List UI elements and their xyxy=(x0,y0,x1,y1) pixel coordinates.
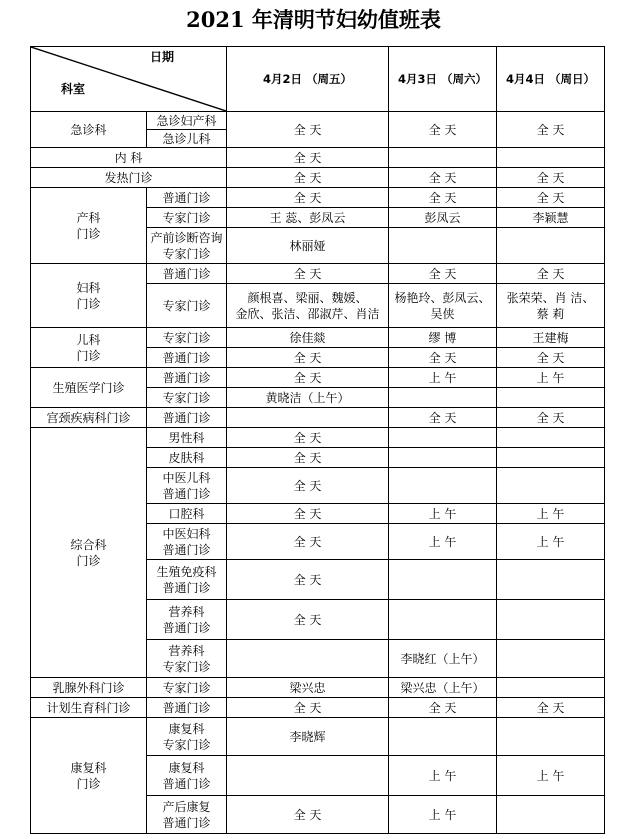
schedule-cell: 上 午 xyxy=(497,504,605,524)
diagonal-line xyxy=(31,47,226,111)
dept-cell: 康复科 门诊 xyxy=(31,718,147,834)
schedule-cell: 全 天 xyxy=(227,428,389,448)
sub-dept-cell: 普通门诊 xyxy=(147,348,227,368)
schedule-cell: 全 天 xyxy=(227,796,389,834)
sub-dept-cell: 专家门诊 xyxy=(147,284,227,328)
schedule-cell: 张荣荣、肖 洁、 蔡 莉 xyxy=(497,284,605,328)
sub-dept-cell: 生殖免疫科 普通门诊 xyxy=(147,560,227,600)
sub-dept-cell: 专家门诊 xyxy=(147,678,227,698)
schedule-cell: 全 天 xyxy=(497,698,605,718)
dept-cell: 发热门诊 xyxy=(31,168,227,188)
schedule-cell xyxy=(227,640,389,678)
schedule-cell: 全 天 xyxy=(227,368,389,388)
schedule-cell xyxy=(389,428,497,448)
sub-dept-cell: 产后康复 普通门诊 xyxy=(147,796,227,834)
schedule-cell: 全 天 xyxy=(497,188,605,208)
sub-dept-cell: 普通门诊 xyxy=(147,408,227,428)
schedule-cell: 徐佳燚 xyxy=(227,328,389,348)
schedule-cell: 全 天 xyxy=(227,600,389,640)
dept-cell: 综合科 门诊 xyxy=(31,428,147,678)
schedule-cell: 梁兴忠 xyxy=(227,678,389,698)
sub-dept-cell: 专家门诊 xyxy=(147,328,227,348)
schedule-cell xyxy=(227,756,389,796)
schedule-cell: 梁兴忠（上午） xyxy=(389,678,497,698)
schedule-cell: 全 天 xyxy=(389,168,497,188)
sub-dept-cell: 男性科 xyxy=(147,428,227,448)
schedule-cell xyxy=(389,388,497,408)
schedule-cell: 全 天 xyxy=(227,188,389,208)
schedule-cell xyxy=(497,228,605,264)
sub-dept-cell: 中医妇科 普通门诊 xyxy=(147,524,227,560)
date-header-label: 日期 xyxy=(149,50,174,64)
dept-cell: 妇科 门诊 xyxy=(31,264,147,328)
schedule-cell: 上 午 xyxy=(389,796,497,834)
sub-dept-cell: 口腔科 xyxy=(147,504,227,524)
schedule-cell: 全 天 xyxy=(389,112,497,148)
schedule-cell: 全 天 xyxy=(227,264,389,284)
dept-cell: 乳腺外科门诊 xyxy=(31,678,147,698)
dept-cell: 急诊科 xyxy=(31,112,147,148)
schedule-cell xyxy=(389,148,497,168)
sub-dept-cell: 急诊儿科 xyxy=(147,130,227,148)
schedule-cell xyxy=(389,448,497,468)
sub-dept-cell: 普通门诊 xyxy=(147,264,227,284)
dept-cell: 儿科 门诊 xyxy=(31,328,147,368)
schedule-cell: 全 天 xyxy=(227,168,389,188)
dept-header-label: 科室 xyxy=(61,82,86,96)
schedule-cell: 颜根喜、梁丽、魏媛、 金欣、张洁、邵淑芹、肖洁 xyxy=(227,284,389,328)
schedule-cell: 全 天 xyxy=(497,348,605,368)
schedule-cell xyxy=(497,448,605,468)
schedule-cell: 王建梅 xyxy=(497,328,605,348)
sub-dept-cell: 专家门诊 xyxy=(147,388,227,408)
schedule-cell: 全 天 xyxy=(389,698,497,718)
schedule-cell: 全 天 xyxy=(227,504,389,524)
schedule-cell: 黄晓洁（上午） xyxy=(227,388,389,408)
schedule-cell xyxy=(497,678,605,698)
day-header-1: 4月2日 （周五） xyxy=(227,47,389,112)
schedule-cell: 全 天 xyxy=(227,348,389,368)
schedule-cell: 全 天 xyxy=(389,188,497,208)
day-header-2: 4月3日 （周六） xyxy=(389,47,497,112)
schedule-cell: 全 天 xyxy=(497,168,605,188)
schedule-cell: 李晓红（上午） xyxy=(389,640,497,678)
schedule-cell xyxy=(497,428,605,448)
schedule-cell xyxy=(389,228,497,264)
schedule-cell xyxy=(497,718,605,756)
schedule-cell xyxy=(497,560,605,600)
schedule-cell xyxy=(497,600,605,640)
schedule-cell: 全 天 xyxy=(227,448,389,468)
dept-cell: 生殖医学门诊 xyxy=(31,368,147,408)
schedule-cell xyxy=(497,640,605,678)
schedule-cell xyxy=(227,408,389,428)
schedule-cell: 上 午 xyxy=(389,524,497,560)
schedule-cell: 上 午 xyxy=(389,756,497,796)
schedule-cell: 全 天 xyxy=(497,112,605,148)
schedule-cell: 全 天 xyxy=(389,348,497,368)
schedule-cell: 彭凤云 xyxy=(389,208,497,228)
schedule-cell: 上 午 xyxy=(497,524,605,560)
schedule-cell: 全 天 xyxy=(497,408,605,428)
schedule-cell xyxy=(497,468,605,504)
duty-schedule-table xyxy=(30,46,605,834)
schedule-cell: 杨艳玲、彭凤云、 吴侠 xyxy=(389,284,497,328)
schedule-cell: 全 天 xyxy=(389,264,497,284)
sub-dept-cell: 康复科 专家门诊 xyxy=(147,718,227,756)
schedule-cell: 全 天 xyxy=(227,524,389,560)
schedule-cell xyxy=(497,148,605,168)
schedule-cell xyxy=(497,388,605,408)
schedule-cell xyxy=(497,796,605,834)
schedule-cell xyxy=(389,600,497,640)
sub-dept-cell: 产前诊断咨询 专家门诊 xyxy=(147,228,227,264)
sub-dept-cell: 普通门诊 xyxy=(147,368,227,388)
schedule-cell: 上 午 xyxy=(497,756,605,796)
sub-dept-cell: 营养科 专家门诊 xyxy=(147,640,227,678)
schedule-cell: 全 天 xyxy=(227,698,389,718)
schedule-cell: 全 天 xyxy=(227,468,389,504)
sub-dept-cell: 普通门诊 xyxy=(147,698,227,718)
schedule-cell: 全 天 xyxy=(227,148,389,168)
sub-dept-cell: 普通门诊 xyxy=(147,188,227,208)
schedule-cell: 王 蕊、彭凤云 xyxy=(227,208,389,228)
dept-cell: 产科 门诊 xyxy=(31,188,147,264)
schedule-cell: 李晓辉 xyxy=(227,718,389,756)
diagonal-header-cell xyxy=(31,47,227,112)
schedule-cell: 全 天 xyxy=(497,264,605,284)
dept-cell: 宫颈疾病科门诊 xyxy=(31,408,147,428)
schedule-cell: 李颖慧 xyxy=(497,208,605,228)
dept-cell: 计划生育科门诊 xyxy=(31,698,147,718)
page-title: 2021 年清明节妇幼值班表 xyxy=(186,7,441,32)
sub-dept-cell: 皮肤科 xyxy=(147,448,227,468)
schedule-cell: 缪 博 xyxy=(389,328,497,348)
schedule-cell xyxy=(389,718,497,756)
schedule-cell: 全 天 xyxy=(389,408,497,428)
sub-dept-cell: 中医儿科 普通门诊 xyxy=(147,468,227,504)
sub-dept-cell: 急诊妇产科 xyxy=(147,112,227,130)
schedule-cell: 上 午 xyxy=(497,368,605,388)
schedule-cell xyxy=(389,560,497,600)
sub-dept-cell: 专家门诊 xyxy=(147,208,227,228)
schedule-cell: 上 午 xyxy=(389,504,497,524)
day-header-3: 4月4日 （周日） xyxy=(497,47,605,112)
dept-cell: 内 科 xyxy=(31,148,227,168)
schedule-cell: 全 天 xyxy=(227,560,389,600)
sub-dept-cell: 营养科 普通门诊 xyxy=(147,600,227,640)
schedule-cell: 上 午 xyxy=(389,368,497,388)
sub-dept-cell: 康复科 普通门诊 xyxy=(147,756,227,796)
schedule-cell: 林丽娅 xyxy=(227,228,389,264)
schedule-cell xyxy=(389,468,497,504)
schedule-cell: 全 天 xyxy=(227,112,389,148)
